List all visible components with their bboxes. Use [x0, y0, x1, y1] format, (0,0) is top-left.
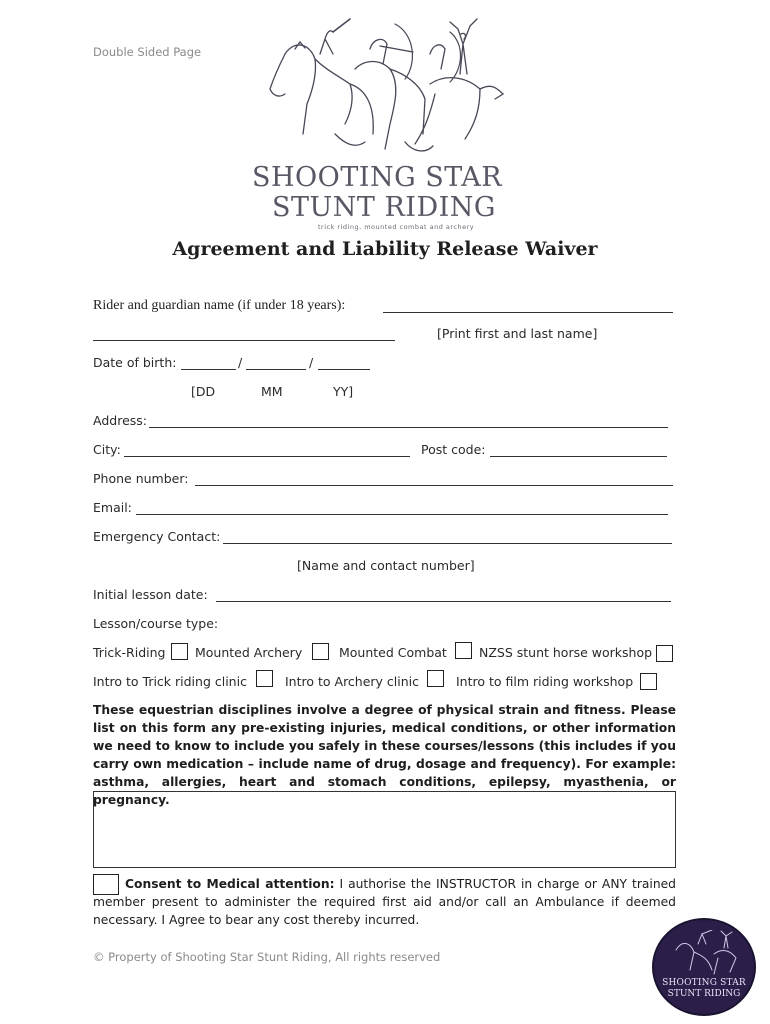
option-nzss-workshop-label: NZSS stunt horse workshop — [479, 645, 653, 660]
dob-year-field[interactable] — [318, 369, 370, 370]
medical-notice: These equestrian disciplines involve a degree of physical strain and fitness. Please list on this form any pre-existing injuries, medical conditions, or other information we need to know to include you safely in these courses/lessons (this includes if you carry own medication – include name of drug, dosage and frequency). For example: asthma, allergies, heart and stomach conditions, epilepsy, myasthenia, or pregnancy. — [93, 703, 676, 807]
option-trick-riding-label: Trick-Riding — [93, 645, 166, 660]
option-intro-archery-label: Intro to Archery clinic — [285, 674, 420, 689]
horse-riders-illustration — [255, 14, 525, 164]
option-mounted-combat-checkbox[interactable] — [455, 642, 472, 659]
option-intro-film-label: Intro to film riding workshop — [456, 674, 634, 689]
email-field[interactable] — [136, 514, 668, 515]
logo-line1: SHOOTING STAR — [252, 162, 503, 193]
medical-info-textbox[interactable] — [93, 791, 676, 868]
city-label: City: — [93, 442, 121, 457]
consent-paragraph — [93, 875, 676, 929]
rider-name-label: Rider and guardian name (if under 18 years): — [93, 298, 346, 313]
option-intro-trick-label: Intro to Trick riding clinic — [93, 674, 247, 689]
emergency-label: Emergency Contact: — [93, 529, 221, 544]
postcode-label: Post code: — [421, 442, 486, 457]
option-intro-trick-checkbox[interactable] — [256, 670, 273, 687]
dob-mm-hint: MM — [261, 384, 283, 399]
logo-badge — [652, 918, 756, 1016]
logo-line2: STUNT RIDING — [272, 192, 496, 223]
lesson-date-field[interactable] — [216, 601, 671, 602]
dob-sep-1: / — [238, 355, 243, 370]
consent-text: I authorise the INSTRUCTOR in charge or ANY trained member present to administer the required first aid and/or call an Ambulance if deemed necessary. I Agree to bear any cost thereby incurred. — [93, 877, 676, 927]
logo-tagline: trick riding, mounted combat and archery — [318, 223, 475, 231]
email-label: Email: — [93, 500, 132, 515]
dob-dd-hint: [DD — [191, 384, 216, 399]
dob-yy-hint: YY] — [333, 384, 354, 399]
address-label: Address: — [93, 413, 147, 428]
option-intro-film-checkbox[interactable] — [640, 673, 657, 690]
option-trick-riding-checkbox[interactable] — [171, 643, 188, 660]
postcode-field[interactable] — [490, 456, 667, 457]
emergency-field[interactable] — [223, 543, 672, 544]
option-intro-archery-checkbox[interactable] — [427, 670, 444, 687]
lesson-date-label: Initial lesson date: — [93, 587, 208, 602]
dob-month-field[interactable] — [246, 369, 306, 370]
lesson-type-label: Lesson/course type: — [93, 616, 219, 631]
page-title: Agreement and Liability Release Waiver — [172, 238, 598, 260]
option-mounted-archery-label: Mounted Archery — [195, 645, 303, 660]
consent-heading: Consent to Medical attention: — [125, 877, 335, 891]
rider-name-field[interactable] — [383, 312, 673, 313]
dob-sep-2: / — [309, 355, 314, 370]
city-field[interactable] — [124, 456, 410, 457]
option-mounted-combat-label: Mounted Combat — [339, 645, 447, 660]
option-mounted-archery-checkbox[interactable] — [312, 643, 329, 660]
badge-line2: STUNT RIDING — [667, 989, 741, 999]
address-field[interactable] — [149, 427, 668, 428]
dob-day-field[interactable] — [181, 369, 236, 370]
print-name-hint: [Print first and last name] — [437, 326, 598, 341]
badge-horses-icon — [668, 930, 742, 980]
phone-label: Phone number: — [93, 471, 189, 486]
phone-field[interactable] — [195, 485, 673, 486]
dob-label: Date of birth: — [93, 355, 177, 370]
emergency-hint: [Name and contact number] — [297, 558, 475, 573]
option-nzss-workshop-checkbox[interactable] — [656, 645, 673, 662]
double-sided-note: Double Sided Page — [93, 45, 202, 59]
badge-line1: SHOOTING STAR — [662, 978, 746, 988]
copyright-footer: © Property of Shooting Star Stunt Riding, All rights reserved — [93, 950, 441, 964]
rider-name-field-line2[interactable] — [93, 340, 395, 341]
